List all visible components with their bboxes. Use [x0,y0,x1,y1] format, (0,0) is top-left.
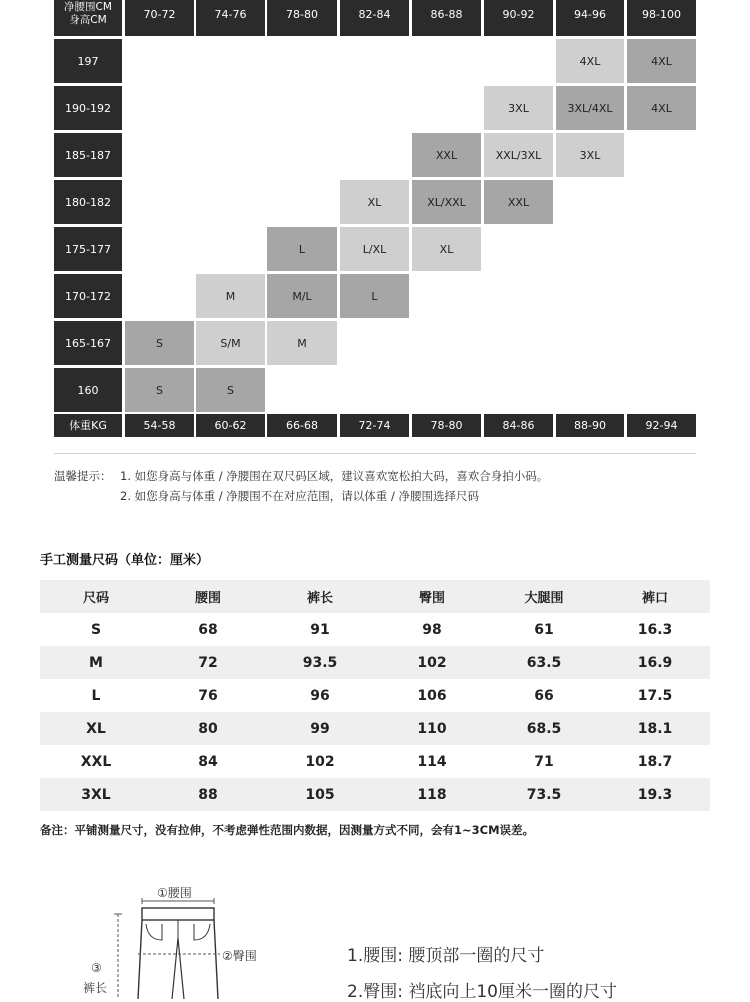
table-cell: S [90,621,102,638]
table-cell: M [89,654,103,671]
height-header: 190-192 [54,86,122,130]
table-cell: 16.3 [637,621,673,638]
size-cell: L [340,274,409,318]
size-cell: 3XL [556,133,624,177]
tips-line-2: 2. 如您身高与体重 / 净腰围不在对应范围，请以体重 / 净腰围选择尺码 [120,489,479,503]
diagram-length-label: 裤长 [83,981,108,995]
size-cell: 4XL [627,39,696,83]
size-cell: XL/XXL [412,180,481,224]
table-cell: 106 [417,687,447,704]
table-header-cell: 臀围 [418,591,445,606]
tips-label: 温馨提示： [54,469,112,483]
waist-header: 74-76 [196,0,265,36]
table-cell: 72 [198,654,218,671]
waist-header: 86-88 [412,0,481,36]
diagram-length-num: ③ [91,961,102,975]
weight-cell: 92-94 [627,414,696,437]
size-cell: S [125,321,194,365]
height-header: 165-167 [54,321,122,365]
table-cell: 68 [198,621,218,638]
weight-cell: 66-68 [267,414,337,437]
table-row [40,745,710,778]
table-cell: 91 [310,621,330,638]
table-cell: 102 [417,654,447,671]
table-cell: 63.5 [526,654,562,671]
table-header-cell: 腰围 [194,591,221,606]
table-header-cell: 裤口 [641,591,668,606]
table-row [40,646,710,679]
table-cell: XXL [80,753,112,770]
corner-header [54,0,122,36]
waist-header: 98-100 [627,0,696,36]
waist-header: 70-72 [125,0,194,36]
table-cell: 18.1 [637,720,673,737]
divider [54,453,696,454]
measure-title: 手工测量尺码（单位：厘米） [40,553,210,568]
corner-waist-label: 净腰围CM [64,1,112,13]
table-cell: 76 [198,687,218,704]
size-cell: M/L [267,274,337,318]
weight-cell: 72-74 [340,414,409,437]
pants-diagram-icon [100,898,240,999]
table-cell: 19.3 [637,786,673,803]
table-cell: 66 [534,687,554,704]
table-cell: 80 [198,720,218,737]
table-row [40,679,710,712]
table-row [40,712,710,745]
size-cell: 4XL [627,86,696,130]
size-cell: XXL [412,133,481,177]
weight-cell: 78-80 [412,414,481,437]
size-cell: S/M [196,321,265,365]
weight-header: 体重KG [54,414,122,437]
table-cell: 17.5 [637,687,673,704]
size-cell: XL [340,180,409,224]
size-cell: L/XL [340,227,409,271]
table-row [40,613,710,646]
table-cell: XL [86,720,106,737]
waist-header: 90-92 [484,0,553,36]
weight-cell: 84-86 [484,414,553,437]
desc-hip: 2.臀围: 裆底向上10厘米一圈的尺寸 [347,982,617,1002]
table-header-cell: 大腿围 [524,591,564,606]
table-cell: L [91,687,101,704]
size-cell: S [196,368,265,412]
height-header: 170-172 [54,274,122,318]
table-cell: 16.9 [637,654,673,671]
size-cell: M [267,321,337,365]
table-cell: 99 [310,720,330,737]
table-cell: 98 [422,621,442,638]
desc-waist: 1.腰围: 腰顶部一圈的尺寸 [347,946,545,966]
height-header: 180-182 [54,180,122,224]
tips-line-1: 1. 如您身高与体重 / 净腰围在双尺码区域，建议喜欢宽松拍大码，喜欢合身拍小码。 [120,469,549,483]
diagram-waist-label: ①腰围 [157,886,192,900]
size-cell: XXL/3XL [484,133,553,177]
table-cell: 88 [198,786,218,803]
table-cell: 102 [305,753,335,770]
waist-header: 78-80 [267,0,337,36]
height-header: 185-187 [54,133,122,177]
size-cell: 3XL/4XL [556,86,624,130]
weight-cell: 54-58 [125,414,194,437]
weight-cell: 88-90 [556,414,624,437]
size-cell: L [267,227,337,271]
table-row [40,778,710,811]
size-cell: M [196,274,265,318]
waist-header: 82-84 [340,0,409,36]
measure-note: 备注：平铺测量尺寸，没有拉伸，不考虑弹性范围内数据，因测量方式不同，会有1~3CM误差。 [40,823,535,837]
table-cell: 114 [417,753,447,770]
size-cell: 3XL [484,86,553,130]
height-header: 160 [54,368,122,412]
table-cell: 93.5 [302,654,338,671]
corner-height-label: 身高CM [69,14,107,26]
table-cell: 96 [310,687,330,704]
waist-header: 94-96 [556,0,624,36]
size-cell: S [125,368,194,412]
table-cell: 18.7 [637,753,673,770]
table-cell: 68.5 [526,720,562,737]
height-header: 197 [54,39,122,83]
table-cell: 3XL [81,786,111,803]
table-header-row [40,580,710,613]
table-cell: 61 [534,621,554,638]
table-cell: 105 [305,786,335,803]
table-cell: 110 [417,720,447,737]
table-cell: 84 [198,753,218,770]
size-cell: XXL [484,180,553,224]
height-header: 175-177 [54,227,122,271]
table-header-cell: 尺码 [82,591,109,606]
weight-cell: 60-62 [196,414,265,437]
size-cell: XL [412,227,481,271]
table-cell: 71 [534,753,554,770]
size-cell: 4XL [556,39,624,83]
table-cell: 118 [417,786,447,803]
table-cell: 73.5 [526,786,562,803]
diagram-hip-label: ②臀围 [222,949,257,963]
table-header-cell: 裤长 [306,591,333,606]
